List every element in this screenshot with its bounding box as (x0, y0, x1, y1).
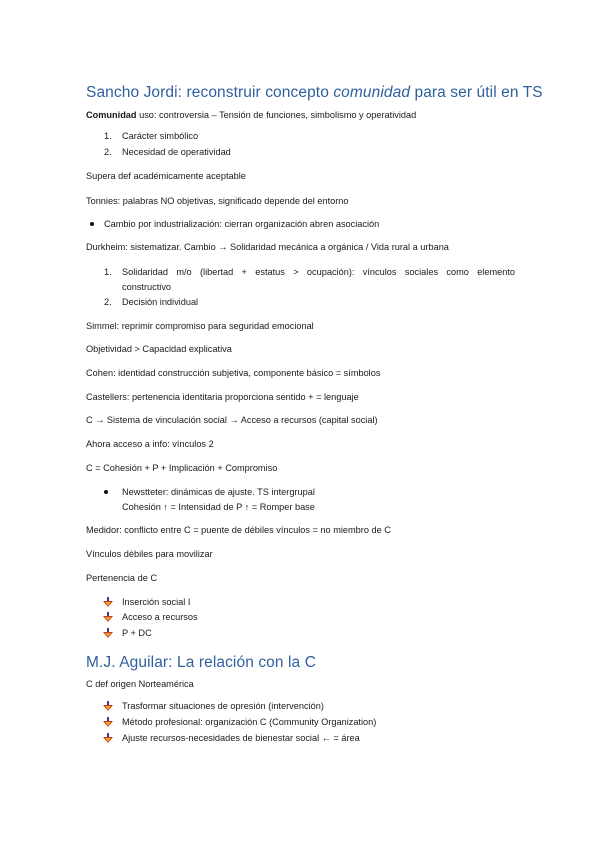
list-item: P + DC (122, 628, 152, 638)
list-item: Cambio por industrialización: cierran organización abren asociación (104, 219, 380, 229)
paragraph-cdef: C def origen Norteamérica (86, 679, 194, 689)
down-arrow-bullet-icon (103, 597, 113, 607)
paragraph-medidor: Medidor: conflicto entre C = puente de débiles vínculos = no miembro de C (86, 525, 391, 535)
paragraph-objetividad: Objetividad > Capacidad explicativa (86, 344, 232, 354)
paragraph-formula: C = Cohesión + P + Implicación + Compromiso (86, 463, 278, 473)
list-item: Newstteter: dinámicas de ajuste. TS intergrupal (122, 487, 315, 497)
list-item: Inserción social I (122, 597, 191, 607)
paragraph-simmel: Simmel: reprimir compromiso para seguridad emocional (86, 321, 314, 331)
heading-emphasis: comunidad (333, 84, 411, 101)
paragraph-castellers: Castellers: pertenencia identitaria proporciona sentido + = lenguaje (86, 392, 359, 402)
list-item: Carácter simbólico (122, 131, 199, 141)
list-number: 2. (104, 297, 112, 307)
paragraph-supera: Supera def académicamente aceptable (86, 171, 246, 181)
list-item-continued: constructivo (122, 282, 172, 292)
list-item: Decisión individual (122, 297, 199, 307)
paragraph-durkheim: Durkheim: sistematizar. Cambio → Solidaridad mecánica a orgánica / Vida rural a urbana (86, 242, 449, 252)
heading-aguilar: M.J. Aguilar: La relación con la C (86, 654, 316, 671)
bullet-icon (90, 222, 94, 226)
paragraph-ahora: Ahora acceso a info: vínculos 2 (86, 439, 214, 449)
list-item: Solidaridad m/o (libertad + estatus > ocupación): vínculos sociales como elemento (122, 267, 515, 277)
list-number: 2. (104, 147, 112, 157)
list-item: Método profesional: organización C (Community Organization) (122, 717, 377, 727)
down-arrow-bullet-icon (103, 733, 113, 743)
down-arrow-bullet-icon (103, 717, 113, 727)
down-arrow-bullet-icon (103, 701, 113, 711)
heading-sancho-jordi (86, 84, 543, 102)
list-item: Acceso a recursos (122, 612, 198, 622)
bullet-icon (104, 490, 108, 494)
list-item: Necesidad de operatividad (122, 147, 231, 157)
heading-text-end: para ser útil en TS (410, 84, 543, 101)
paragraph-vinculos: Vínculos débiles para movilizar (86, 549, 213, 559)
paragraph-pertenencia: Pertenencia de C (86, 573, 157, 583)
list-item: Ajuste recursos-necesidades de bienestar social ← = área (122, 733, 360, 743)
paragraph-c-sistema: C → Sistema de vinculación social → Acceso a recursos (capital social) (86, 415, 378, 425)
list-item: Trasformar situaciones de opresión (intervención) (122, 701, 324, 711)
list-item-continued: Cohesión ↑ = Intensidad de P ↑ = Romper base (122, 502, 315, 512)
list-number: 1. (104, 131, 112, 141)
down-arrow-bullet-icon (103, 628, 113, 638)
heading-text: Sancho Jordi: reconstruir concepto (86, 84, 334, 101)
down-arrow-bullet-icon (103, 612, 113, 622)
paragraph-text: uso: controversia – Tensión de funciones, simbolismo y operatividad (136, 110, 417, 120)
paragraph-cohen: Cohen: identidad construcción subjetiva, componente básico = símbolos (86, 368, 381, 378)
bold-term: Comunidad (86, 110, 137, 120)
paragraph-comunidad (86, 109, 416, 121)
list-number: 1. (104, 267, 112, 277)
paragraph-tonnies: Tonnies: palabras NO objetivas, significado depende del entorno (86, 196, 349, 206)
